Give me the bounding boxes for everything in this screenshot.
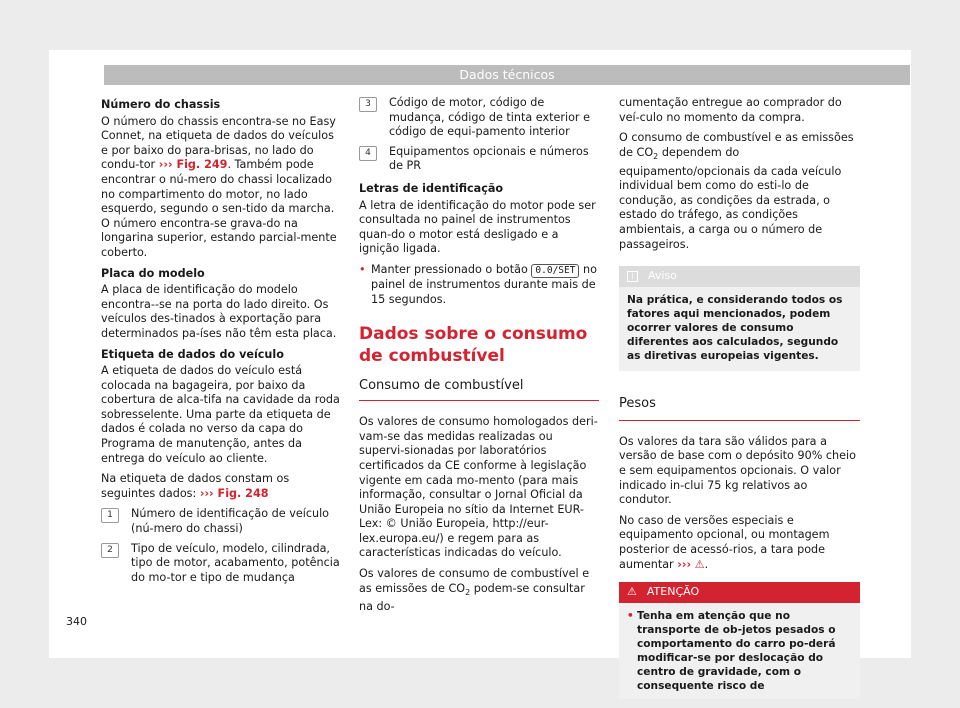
co2-text-a: O consumo de combustível e as emissões de CO <box>619 131 854 159</box>
fig-249-link[interactable]: ››› Fig. 249 <box>158 158 228 172</box>
chassis-heading: Número do chassis <box>101 98 221 111</box>
bullet-item <box>359 263 599 307</box>
chassis-paragraph <box>101 115 343 261</box>
warning-body <box>619 603 860 699</box>
warning-box <box>619 582 860 699</box>
info-icon: i <box>627 271 638 282</box>
page-number: 340 <box>66 615 87 628</box>
co2-text-a: Os valores de consumo de combustível e as emissões de CO <box>359 567 590 595</box>
list-item <box>359 96 599 140</box>
bullet-icon: • <box>627 609 634 622</box>
label-paragraph: A etiqueta de dados do veículo está colocada na bagageira, por baixo da cobertura de alca-tifa na cavidade da roda sobresselente. Uma parte da etiqueta de dados é colada no verso da capa do Programa de manutenção, antes da entrega do veículo ao cliente. <box>101 364 340 465</box>
bullet-text-b: no painel de instrumentos durante mais de 15 segundos. <box>371 262 597 306</box>
letters-heading: Letras de identificação <box>359 181 504 195</box>
warning-triangle-icon: ⚠ <box>627 585 637 599</box>
bullet-icon: • <box>359 262 366 276</box>
special-text: No caso de versões especiais e equipamento opcional, ou montagem posterior de acessó-rios, a tara pode aumentar <box>619 513 830 571</box>
plate-paragraph: A placa de identificação do modelo encontra--se na porta do lado direito. Os veículos des-tinados à exportação para determinados pa-íses não têm esta placa. <box>101 283 337 340</box>
item-text: Equipamentos opcionais e números de PR <box>389 144 589 173</box>
warning-triangle-icon: ⚠ <box>694 557 705 571</box>
plate-heading: Placa do modelo <box>101 266 205 280</box>
item-number: 4 <box>359 146 377 161</box>
weights-paragraph: Os valores da tara são válidos para a versão de base com o depósito 90% cheio e sem equipamentos opcionais. O valor indicado in-clui 75 kg relativos ao condutor. <box>619 434 856 507</box>
letters-paragraph: A letra de identificação do motor pode ser consultada no painel de instrumentos quan-do o motor está desligado e a ignição ligada. <box>359 198 596 256</box>
note-text: Na prática, e considerando todos os fatores aqui mencionados, podem ocorrer valores de consumo diferentes aos calculados, segundo as diretivas europeias vigentes. <box>627 293 843 362</box>
co2-text-b: podem-se consultar na do- <box>359 581 585 614</box>
bullet-text-a: Manter pressionado o botão <box>371 262 528 276</box>
chassis-text-cont: . Também pode encontrar o nú-mero do chassi localizado no compartimento do motor, no lado esquerdo, segundo o sen-tido da marcha. O número encontra-se grava-do na longarina superior, estando parcial-mente coberto. <box>101 158 337 259</box>
item-number: 3 <box>359 97 377 112</box>
weights-heading: Pesos <box>619 387 860 421</box>
item-text: Código de motor, código de mudança, código de tinta exterior e código de equi-pamento interior <box>389 96 590 139</box>
list-item <box>101 507 343 536</box>
data-intro-text: Na etiqueta de dados constam os seguintes dados: <box>101 472 290 500</box>
item-number: 2 <box>101 543 119 558</box>
data-intro <box>101 472 343 501</box>
chassis-text: O número do chassis encontra-se no Easy Connet, na etiqueta de dados do veículos e por baixo do para-brisas, no lado do condu-tor <box>101 114 336 172</box>
section-title: Dados sobre o consumo de combustível <box>359 324 588 367</box>
warning-title: ATENÇÃO <box>646 585 700 599</box>
page <box>49 50 911 692</box>
co2-paragraph <box>359 567 599 615</box>
co2-subscript: 2 <box>465 587 471 597</box>
special-paragraph: No caso de versões especiais e equipamento opcional, ou montagem posterior de acessó-rios, a tara pode aumentar ››› ⚠. <box>619 513 830 571</box>
co2-subscript: 2 <box>653 152 659 162</box>
page-header: Dados técnicos <box>104 65 910 85</box>
item-text: Tipo de veículo, modelo, cilindrada, tipo de motor, acabamento, potência do mo-tor e tipo de mudança <box>131 541 340 584</box>
continued-paragraph: cumentação entregue ao comprador do veí-culo no momento da compra. <box>619 96 842 124</box>
note-box <box>619 266 860 371</box>
column-1 <box>101 98 343 590</box>
list-item <box>359 145 599 174</box>
key-0-0-set: 0.0/SET <box>531 264 579 278</box>
item-number: 1 <box>101 508 119 523</box>
subsection-title: Consumo de combustível <box>359 377 599 401</box>
warning-header <box>619 582 860 603</box>
list-item <box>101 542 343 586</box>
bullet-text <box>371 263 599 307</box>
co2-paragraph <box>619 131 860 252</box>
co2-text-b: dependem do equipamento/opcionais da cada veículo individual bem como do esti-lo de condução, as condições da estrada, o estado do tráfego, as condições ambientais, a carga ou o número de passageiros. <box>619 145 842 251</box>
column-3 <box>619 96 860 699</box>
item-text: Número de identificação de veículo (nú-mero do chassi) <box>131 507 330 536</box>
note-title: Aviso <box>648 269 677 283</box>
note-header <box>619 266 860 287</box>
warning-text: Tenha em atenção que no transporte de ob-jetos pesados o comportamento do carro po-derá modificar-se por deslocação do centro de gravidade, com o consequente risco de <box>637 609 836 692</box>
warning-link[interactable]: ››› <box>677 557 692 571</box>
consumption-paragraph: Os valores de consumo homologados deri-vam-se das medidas realizadas ou supervi-sionadas por laboratórios certificados da CE conforme à legislação vigente em cada mo-mento (para mais informação, consultar o Jornal Oficial da União Europeia no sítio da Internet EUR-Lex: © União Europeia, http://eur-lex.europa.eu/) e regem para as características indicadas do veículo. <box>359 415 598 560</box>
fig-248-link[interactable]: ››› Fig. 248 <box>199 486 269 500</box>
column-2 <box>359 96 599 621</box>
label-heading: Etiqueta de dados do veículo <box>101 347 284 361</box>
